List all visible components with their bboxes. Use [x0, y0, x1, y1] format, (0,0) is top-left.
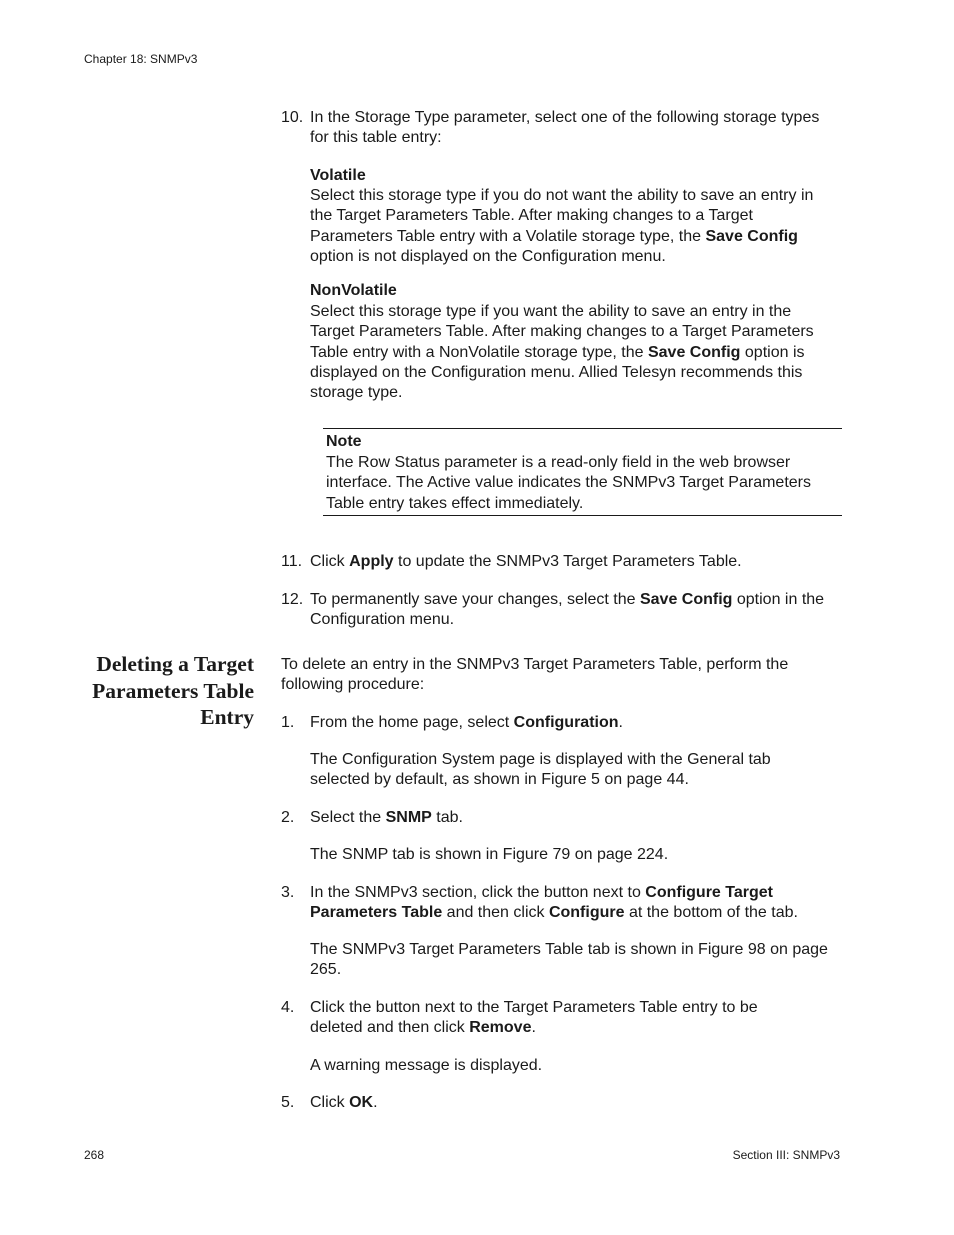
step-text: Select the SNMP tab.: [310, 809, 463, 826]
step-text: Click Apply to update the SNMPv3 Target Parameters Table.: [310, 553, 742, 570]
step-number: 2.: [281, 809, 295, 826]
section-heading-line: Parameters Table: [92, 678, 254, 703]
term-volatile: Volatile: [310, 167, 366, 184]
note-text: The Row Status parameter is a read-only field in the web browser interface. The Active value indicates the SNMPv3 Target Parameters Table entry takes effect immediately.: [326, 454, 811, 512]
page-number: 268: [84, 1148, 105, 1162]
note-box: [323, 428, 842, 516]
step-result: The Configuration System page is displayed with the General tab selected by default, as shown in Figure 5 on page 44.: [310, 751, 771, 789]
step-number: 1.: [281, 714, 295, 731]
step-text: In the Storage Type parameter, select one of the following storage types for this table entry:: [310, 109, 820, 147]
step-result: The SNMP tab is shown in Figure 79 on page 224.: [310, 846, 669, 863]
section-heading: [54, 651, 254, 731]
section-intro: To delete an entry in the SNMPv3 Target Parameters Table, perform the following procedure:: [281, 656, 789, 694]
step-text: In the SNMPv3 section, click the button next to Configure Target Parameters Table and then click Configure at the bottom of the tab.: [310, 884, 798, 922]
step-number: 5.: [281, 1094, 295, 1111]
step-result: A warning message is displayed.: [310, 1057, 543, 1074]
step-text: To permanently save your changes, select the Save Config option in the Configuration menu.: [310, 591, 825, 629]
section-footer: Section III: SNMPv3: [732, 1148, 840, 1162]
step-number: 10.: [281, 109, 304, 126]
term-volatile-description: Select this storage type if you do not want the ability to save an entry in the Target Parameters Table. After making changes to a Target Parameters Table entry with a Volatile storage type, the Save Config option is not displayed on the Configuration menu.: [310, 187, 814, 265]
step-number: 4.: [281, 999, 295, 1016]
step-number: 11.: [281, 553, 303, 570]
step-text: Click OK.: [310, 1094, 378, 1111]
term-nonvolatile: NonVolatile: [310, 282, 397, 299]
step-text: Click the button next to the Target Parameters Table entry to be deleted and then click Remove.: [310, 999, 758, 1037]
note-title: Note: [326, 433, 362, 450]
step-number: 3.: [281, 884, 295, 901]
chapter-header: Chapter 18: SNMPv3: [84, 52, 198, 66]
step-number: 12.: [281, 591, 304, 608]
step-text: From the home page, select Configuration.: [310, 714, 623, 731]
step-result: The SNMPv3 Target Parameters Table tab is shown in Figure 98 on page 265.: [310, 941, 828, 979]
term-nonvolatile-description: Select this storage type if you want the ability to save an entry in the Target Parameters Table. After making changes to a Target Parameters Table entry with a NonVolatile storage type, the Save Config option is displayed on the Configuration menu. Allied Telesyn recommends this storage type.: [310, 303, 814, 402]
section-heading-line: Deleting a Target: [96, 652, 254, 676]
section-heading-line: Entry: [200, 705, 254, 729]
